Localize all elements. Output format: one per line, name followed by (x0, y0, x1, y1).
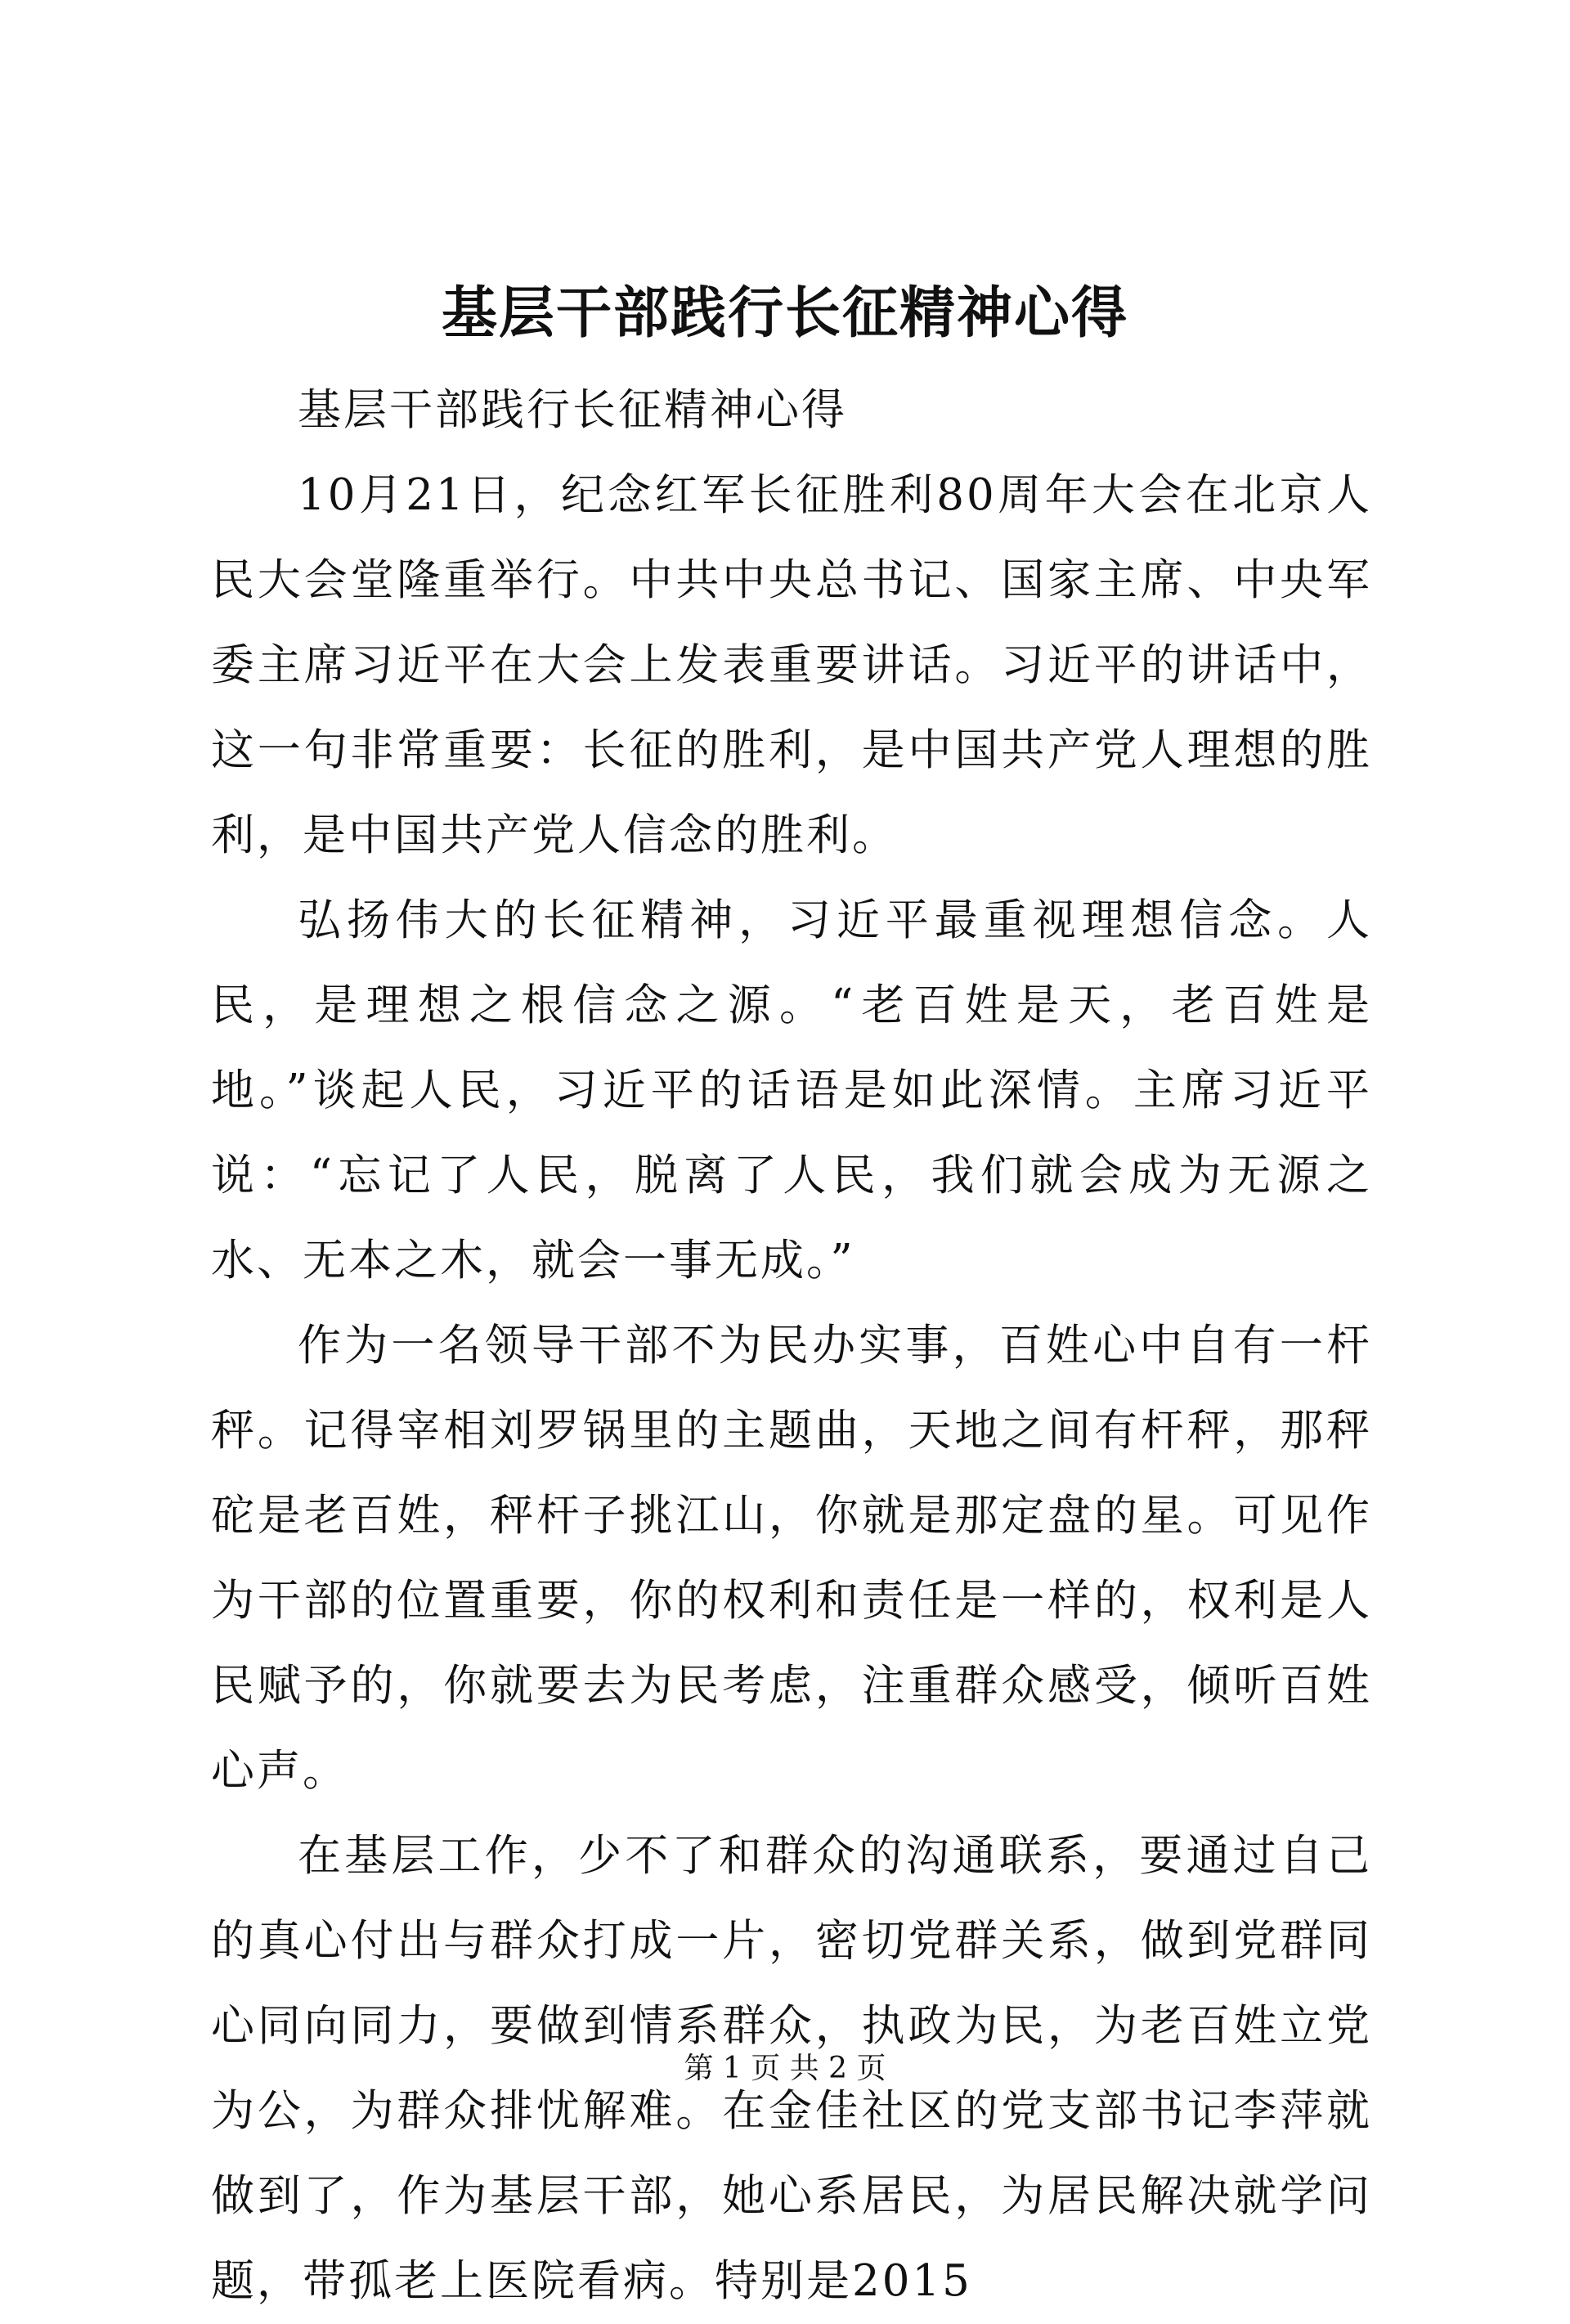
paragraph-3: 作为一名领导干部不为民办实事，百姓心中自有一杆秤。记得宰相刘罗锅里的主题曲，天地之间有杆秤，那秤砣是老百姓，秤杆子挑江山，你就是那定盘的星。可见作为干部的位置重要，你的权利和责任是一样的，权利是人民赋予的，你就要去为民考虑，注重群众感受，倾听百姓心声。 (211, 1321, 1372, 1796)
paragraph-subtitle: 基层干部践行长征精神心得 (298, 385, 847, 435)
page-footer: 第 1 页 共 2 页 (684, 2052, 886, 2085)
paragraph-4: 在基层工作，少不了和群众的沟通联系，要通过自己的真心付出与群众打成一片，密切党群关系，做到党群同心同向同力，要做到情系群众，执政为民，为老百姓立党为公，为群众排忧解难。在金佳社区的党支部书记李萍就做到了，作为基层干部，她心系居民，为居民解决就学问题，带孤老上医院看病。特别是2015 (211, 1831, 1372, 2306)
paragraph-2: 弘扬伟大的长征精神，习近平最重视理想信念。人民，是理想之根信念之源。“老百姓是天，老百姓是地。”谈起人民，习近平的话语是如此深情。主席习近平说：“忘记了人民，脱离了人民，我们就会成为无源之水、无本之木，就会一事无成。” (211, 895, 1372, 1285)
document-body (211, 368, 1372, 2324)
paragraph-1: 10月21日，纪念红军长征胜利80周年大会在北京人民大会堂隆重举行。中共中央总书记、国家主席、中央军委主席习近平在大会上发表重要讲话。习近平的讲话中，这一句非常重要：长征的胜利，是中国共产党人理想的胜利，是中国共产党人信念的胜利。 (211, 470, 1372, 860)
document-title: 基层干部践行长征精神心得 (441, 280, 1128, 346)
